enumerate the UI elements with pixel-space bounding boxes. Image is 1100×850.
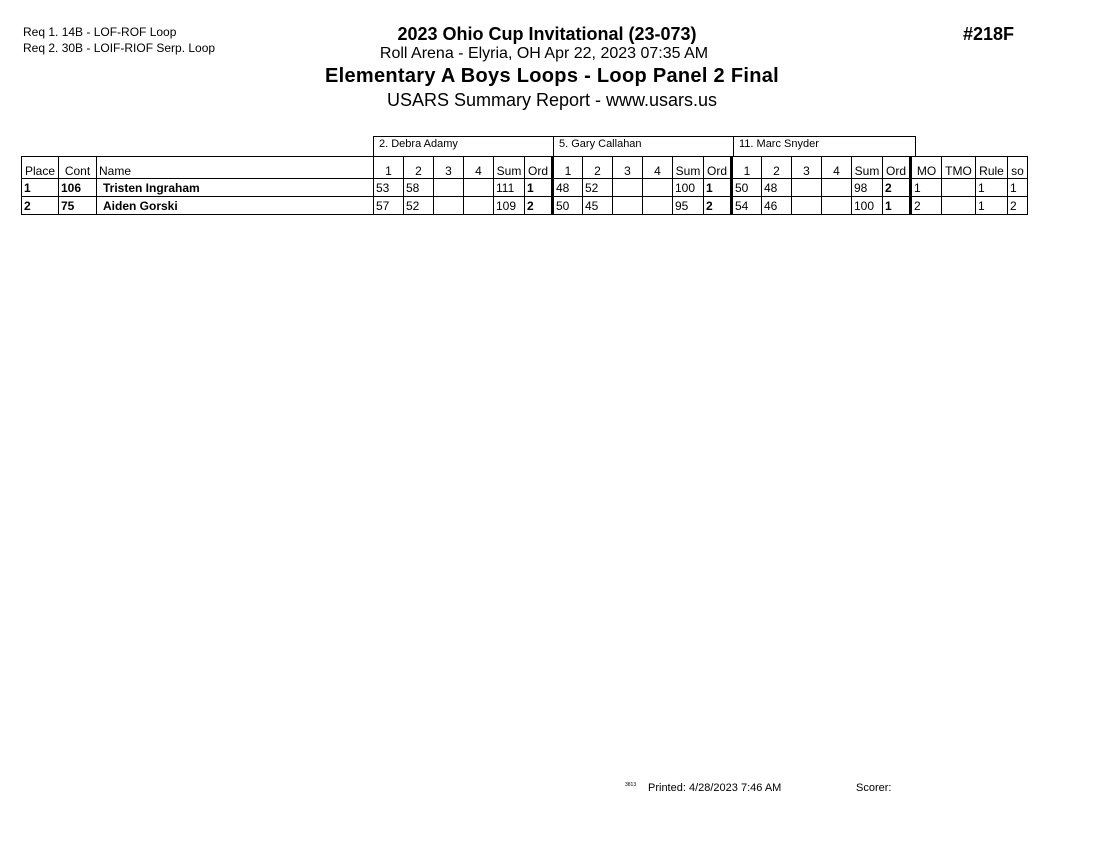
so-cell: 1	[1008, 179, 1028, 197]
tmo-cell	[942, 179, 976, 197]
footer-code: 3813	[625, 782, 637, 788]
footer-scorer: Scorer:	[856, 782, 892, 794]
col-place: Place	[22, 157, 59, 179]
col-j3-m2: 2	[762, 157, 792, 179]
place-cell: 2	[22, 197, 59, 215]
mark-cell	[434, 179, 464, 197]
mark-cell	[822, 197, 852, 215]
col-j1-ord: Ord	[525, 157, 553, 179]
col-j3-m1: 1	[732, 157, 762, 179]
col-j1-m2: 2	[404, 157, 434, 179]
ord-cell: 2	[883, 179, 911, 197]
ord-cell: 2	[525, 197, 553, 215]
mark-cell	[822, 179, 852, 197]
sum-cell: 100	[673, 179, 704, 197]
ord-cell: 1	[525, 179, 553, 197]
sum-cell: 111	[494, 179, 525, 197]
col-j3-m3: 3	[792, 157, 822, 179]
col-j2-m3: 3	[613, 157, 643, 179]
judge-header-1: 2. Debra Adamy	[373, 136, 554, 156]
col-mo: MO	[911, 157, 942, 179]
table-row	[22, 179, 1028, 197]
judge-header-2: 5. Gary Callahan	[553, 136, 734, 156]
cont-cell: 106	[59, 179, 97, 197]
sum-cell: 109	[494, 197, 525, 215]
requirement-1: Req 1. 14B - LOF-ROF Loop	[23, 25, 177, 39]
mark-cell: 54	[732, 197, 762, 215]
col-j1-m1: 1	[374, 157, 404, 179]
footer-printed: Printed: 4/28/2023 7:46 AM	[648, 782, 782, 794]
col-j1-sum: Sum	[494, 157, 525, 179]
results-table	[21, 156, 1028, 215]
cont-cell: 75	[59, 197, 97, 215]
mo-cell: 2	[911, 197, 942, 215]
col-j2-ord: Ord	[704, 157, 732, 179]
col-j3-m4: 4	[822, 157, 852, 179]
judge-header-3: 11. Marc Snyder	[733, 136, 916, 156]
sum-cell: 98	[852, 179, 883, 197]
mark-cell	[464, 179, 494, 197]
mark-cell: 53	[374, 179, 404, 197]
mark-cell	[792, 179, 822, 197]
so-cell: 2	[1008, 197, 1028, 215]
col-j2-sum: Sum	[673, 157, 704, 179]
col-j1-m3: 3	[434, 157, 464, 179]
venue-line: Roll Arena - Elyria, OH Apr 22, 2023 07:35 AM	[379, 45, 709, 62]
col-j3-ord: Ord	[883, 157, 911, 179]
sum-cell: 100	[852, 197, 883, 215]
mark-cell: 48	[762, 179, 792, 197]
mark-cell: 45	[583, 197, 613, 215]
mark-cell	[613, 197, 643, 215]
table-row	[22, 197, 1028, 215]
mark-cell	[434, 197, 464, 215]
col-j1-m4: 4	[464, 157, 494, 179]
sum-cell: 95	[673, 197, 704, 215]
place-cell: 1	[22, 179, 59, 197]
mark-cell	[643, 179, 673, 197]
mark-cell	[792, 197, 822, 215]
event-number: #218F	[963, 24, 1015, 44]
report-title: USARS Summary Report - www.usars.us	[386, 90, 718, 110]
ord-cell: 1	[883, 197, 911, 215]
mark-cell: 46	[762, 197, 792, 215]
tmo-cell	[942, 197, 976, 215]
mark-cell: 57	[374, 197, 404, 215]
rule-cell: 1	[976, 179, 1008, 197]
col-rule: Rule	[976, 157, 1008, 179]
mark-cell: 52	[404, 197, 434, 215]
name-cell: Aiden Gorski	[97, 197, 374, 215]
mark-cell	[613, 179, 643, 197]
ord-cell: 2	[704, 197, 732, 215]
col-j2-m2: 2	[583, 157, 613, 179]
event-title: 2023 Ohio Cup Invitational (23-073)	[397, 24, 697, 44]
col-j2-m4: 4	[643, 157, 673, 179]
name-cell: Tristen Ingraham	[97, 179, 374, 197]
col-cont: Cont	[59, 157, 97, 179]
mark-cell	[464, 197, 494, 215]
requirement-2: Req 2. 30B - LOIF-RIOF Serp. Loop	[23, 41, 216, 55]
mark-cell: 50	[732, 179, 762, 197]
mark-cell: 58	[404, 179, 434, 197]
mo-cell: 1	[911, 179, 942, 197]
event-name: Elementary A Boys Loops - Loop Panel 2 Final	[324, 65, 780, 87]
ord-cell: 1	[704, 179, 732, 197]
col-j2-m1: 1	[553, 157, 583, 179]
mark-cell: 50	[553, 197, 583, 215]
header-row	[22, 157, 1028, 179]
col-name: Name	[97, 157, 374, 179]
col-j3-sum: Sum	[852, 157, 883, 179]
mark-cell: 52	[583, 179, 613, 197]
mark-cell: 48	[553, 179, 583, 197]
rule-cell: 1	[976, 197, 1008, 215]
mark-cell	[643, 197, 673, 215]
col-tmo: TMO	[942, 157, 976, 179]
col-so: so	[1008, 157, 1028, 179]
